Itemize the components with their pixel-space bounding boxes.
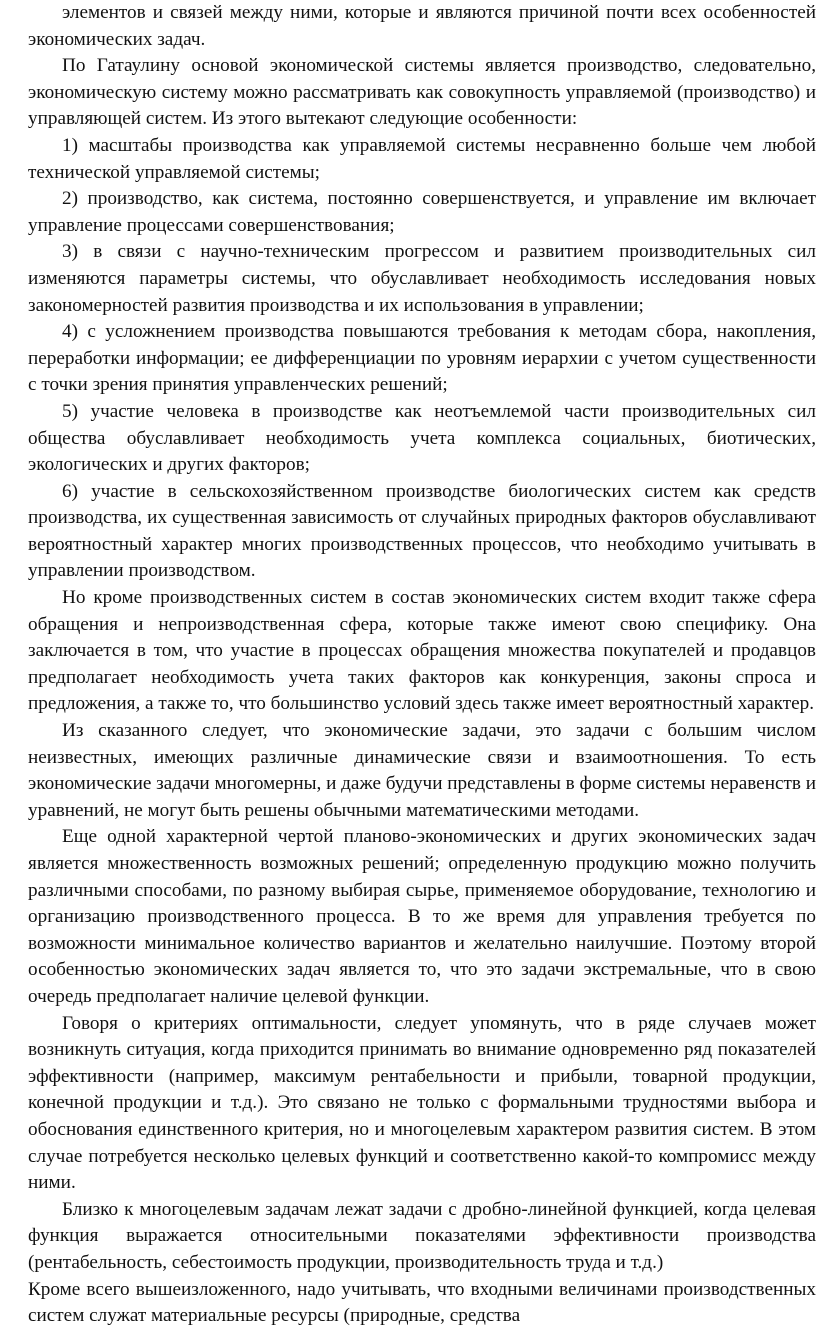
paragraph-5: Еще одной характерной чертой планово-экономических и других экономических задач является множественность возможных решений; определенную продукцию можно получить различными способами, по разному выбирая сырье, применяемое оборудование, технологию и организацию производственного процесса. В то же время для управления требуется по возможности минимальное количество вариантов и желательно наилучшие. Поэтому второй особенностью экономических задач является то, что это задачи экстремальные, что в свою очередь предполагает наличие целевой функции. — [28, 826, 816, 1007]
paragraph-6: Говоря о критериях оптимальности, следует упомянуть, что в ряде случаев может возникнуть ситуация, когда приходится принимать во внимание одновременно ряд показателей эффективности (например, максимум рентабельности и прибыли, товарной продукции, конечной продукции и т.д.). Это связано не только с формальными трудностями выбора и обоснования единственного критерия, но и многоцелевым характером развития систем. В этом случае потребуется несколько целевых функций и соответственно какой-то компромисс между ними. — [28, 1012, 816, 1194]
list-item-3: 3) в связи с научно-техническим прогрессом и развитием производительных сил изменяются параметры системы, что обуславливает необходимость исследования новых закономерностей развития производства и их использования в управлении; — [28, 241, 816, 316]
list-item-2: 2) производство, как система, постоянно совершенствуется, и управление им включает управление процессами совершенствования; — [28, 188, 816, 236]
paragraph-7: Близко к многоцелевым задачам лежат задачи с дробно-линейной функцией, когда целевая функция выражается относительными показателями эффективности производства (рентабельность, себестоимость продукции, производительность труда и т.д.) — [28, 1198, 816, 1273]
paragraph-3: Но кроме производственных систем в состав экономических систем входит также сфера обращения и непроизводственная сфера, которые также имеют свою специфику. Она заключается в том, что участие в процессах обращения множества покупателей и продавцов предполагает необходимость учета таких факторов как конкуренция, законы спроса и предложения, а также то, что большинство условий здесь также имеет вероятностный характер. — [28, 587, 816, 715]
paragraph-2: По Гатаулину основой экономической системы является производство, следовательно, экономическую систему можно рассматривать как совокупность управляемой (производство) и управляющей систем. Из этого вытекают следующие особенности: — [28, 55, 816, 130]
list-item-4: 4) с усложнением производства повышаются требования к методам сбора, накопления, переработки информации; ее дифференциации по уровням иерархии с учетом существенности с точки зрения принятия управленческих решений; — [28, 321, 816, 396]
paragraph-8: Кроме всего вышеизложенного, надо учитывать, что входными величинами производственных систем служат материальные ресурсы (природные, средства — [28, 1278, 816, 1327]
list-item-5: 5) участие человека в производстве как неотъемлемой части производительных сил общества обуславливает необходимость учета комплекса социальных, биотических, экологических и других факторов; — [28, 400, 816, 476]
paragraph-4: Из сказанного следует, что экономические задачи, это задачи с большим числом неизвестных, имеющих различные динамические связи и взаимоотношения. То есть экономические задачи многомерны, и даже будучи представлены в форме системы неравенств и уравнений, не могут быть решены обычными математическими методами. — [28, 720, 816, 821]
list-item-1: 1) масштабы производства как управляемой системы несравненно больше чем любой технической управляемой системы; — [28, 134, 816, 183]
list-item-6: 6) участие в сельскохозяйственном производстве биологических систем как средств производства, их существенная зависимость от случайных природных факторов обуславливают вероятностный характер многих производственных процессов, что необходимо учитывать в управлении производством. — [28, 480, 816, 582]
document-page — [28, 0, 816, 1330]
paragraph-1: элементов и связей между ними, которые и являются причиной почти всех особенностей экономических задач. — [28, 2, 816, 50]
